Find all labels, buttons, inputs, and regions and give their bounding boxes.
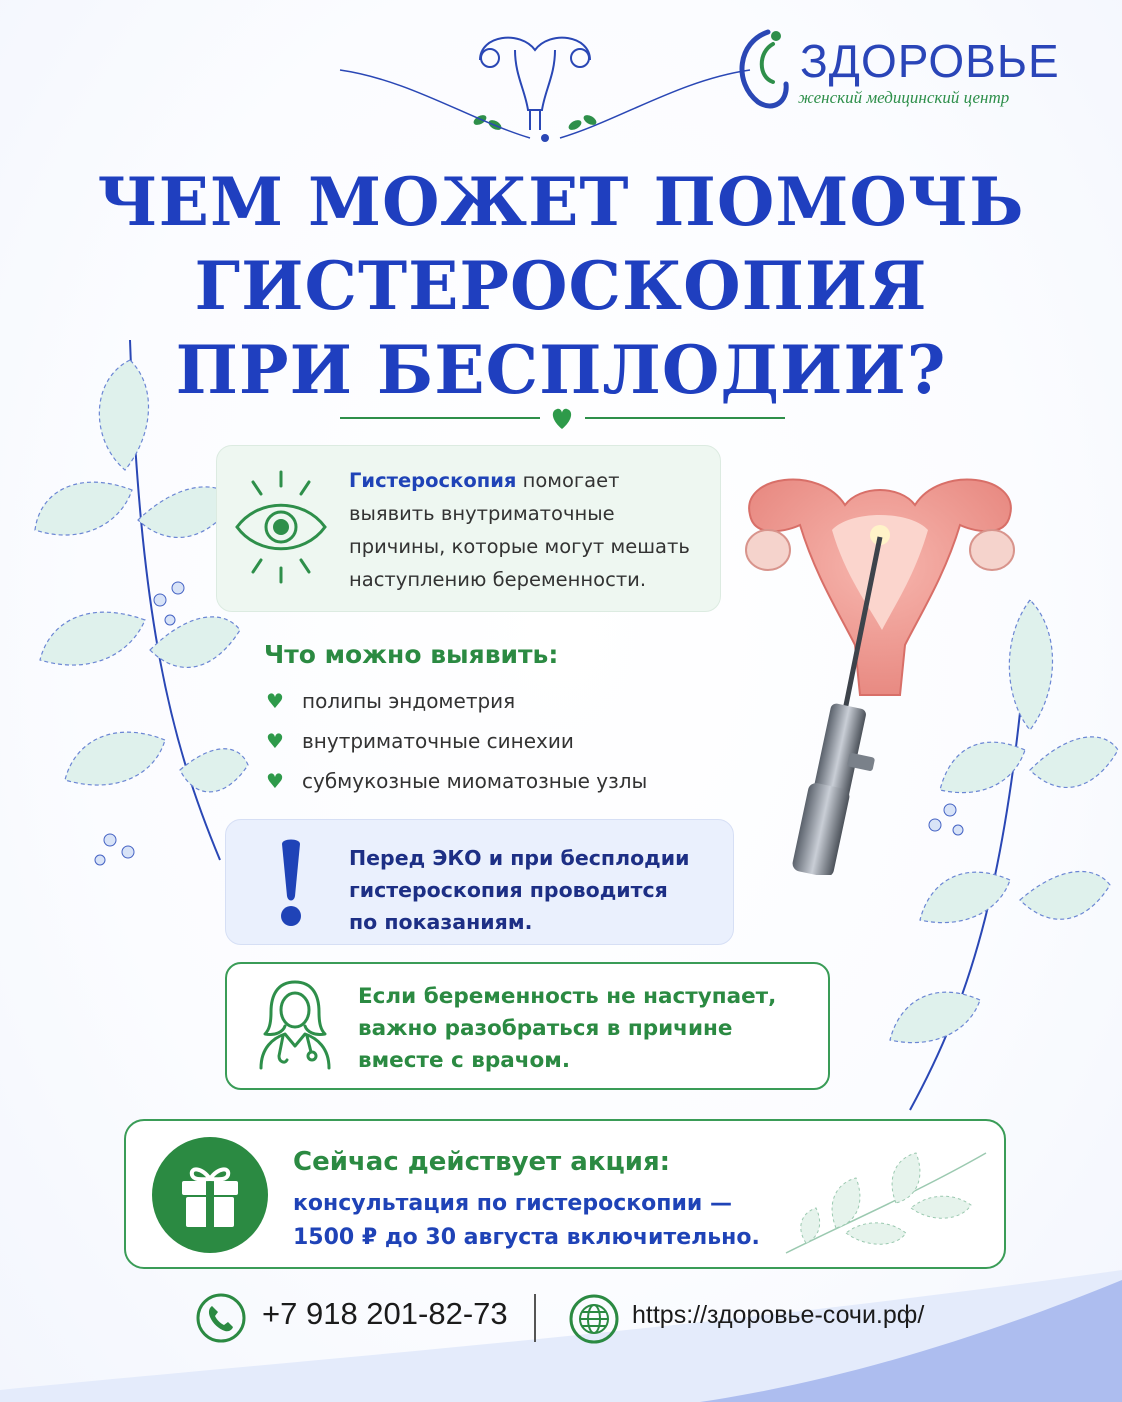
- logo-name: ЗДОРОВЬЕ: [800, 35, 1060, 87]
- detect-item-text: внутриматочные синехии: [302, 729, 574, 753]
- doctor-card: [225, 962, 830, 1090]
- title-line-3: ПРИ БЕСПЛОДИИ?: [175, 331, 947, 409]
- doctor-line-2: важно разобраться в причине: [358, 1016, 733, 1041]
- doctor-icon: [255, 976, 335, 1072]
- promo-line-2: 1500 ₽ до 30 августа включительно.: [293, 1225, 760, 1250]
- title-divider: [340, 405, 785, 435]
- website-link[interactable]: https://здоровье-сочи.рф/: [632, 1301, 925, 1329]
- heart-icon: ♥: [266, 689, 284, 713]
- detect-item: [266, 769, 647, 793]
- phone-icon[interactable]: [195, 1292, 247, 1344]
- doctor-line-1: Если беременность не наступает,: [358, 984, 777, 1009]
- heart-icon: ♥: [266, 729, 284, 753]
- logo-icon: [728, 22, 798, 114]
- detect-item: [266, 689, 515, 713]
- promo-line-1: консультация по гистероскопии —: [293, 1191, 732, 1216]
- globe-icon[interactable]: [568, 1293, 620, 1345]
- exclamation-icon: [276, 838, 306, 928]
- doctor-line-3: вместе с врачом.: [358, 1048, 571, 1073]
- page-title: [0, 160, 1122, 412]
- uterus-illustration: [720, 455, 1040, 875]
- eco-line-3: по показаниям.: [349, 910, 533, 934]
- contacts-divider: [534, 1294, 536, 1342]
- detect-item-text: субмукозные миоматозные узлы: [302, 769, 648, 793]
- eco-text: [349, 842, 719, 938]
- gift-icon: [152, 1137, 268, 1253]
- intro-highlight: Гистероскопия: [349, 469, 517, 492]
- eye-icon: [233, 468, 329, 586]
- intro-card: [216, 445, 721, 612]
- phone-number[interactable]: +7 918 201-82-73: [262, 1296, 508, 1331]
- heart-icon: [553, 409, 571, 429]
- intro-text: [349, 464, 709, 596]
- heart-icon: ♥: [266, 769, 284, 793]
- detect-item-text: полипы эндометрия: [302, 689, 516, 713]
- logo-subtitle: женский медицинский центр: [798, 88, 1010, 107]
- eco-line-2: гистероскопия проводится: [349, 878, 668, 902]
- eco-card: [225, 819, 734, 945]
- promo-leaves-decoration: [776, 1133, 996, 1263]
- intro-body: помогает выявить внутриматочные причины, которые могут мешать наступлению беременности.: [349, 469, 690, 591]
- promo-title: Сейчас действует акция:: [293, 1147, 671, 1177]
- detect-heading: Что можно выявить:: [264, 640, 559, 669]
- promo-card: [124, 1119, 1006, 1269]
- eco-line-1: Перед ЭКО и при бесплодии: [349, 846, 690, 870]
- top-swirl-decoration: [330, 60, 760, 150]
- detect-item: [266, 729, 574, 753]
- promo-text: [293, 1187, 813, 1255]
- title-line-1: ЧЕМ МОЖЕТ ПОМОЧЬ: [97, 163, 1025, 241]
- doctor-text: [358, 981, 808, 1077]
- title-line-2: ГИСТЕРОСКОПИЯ: [194, 247, 928, 325]
